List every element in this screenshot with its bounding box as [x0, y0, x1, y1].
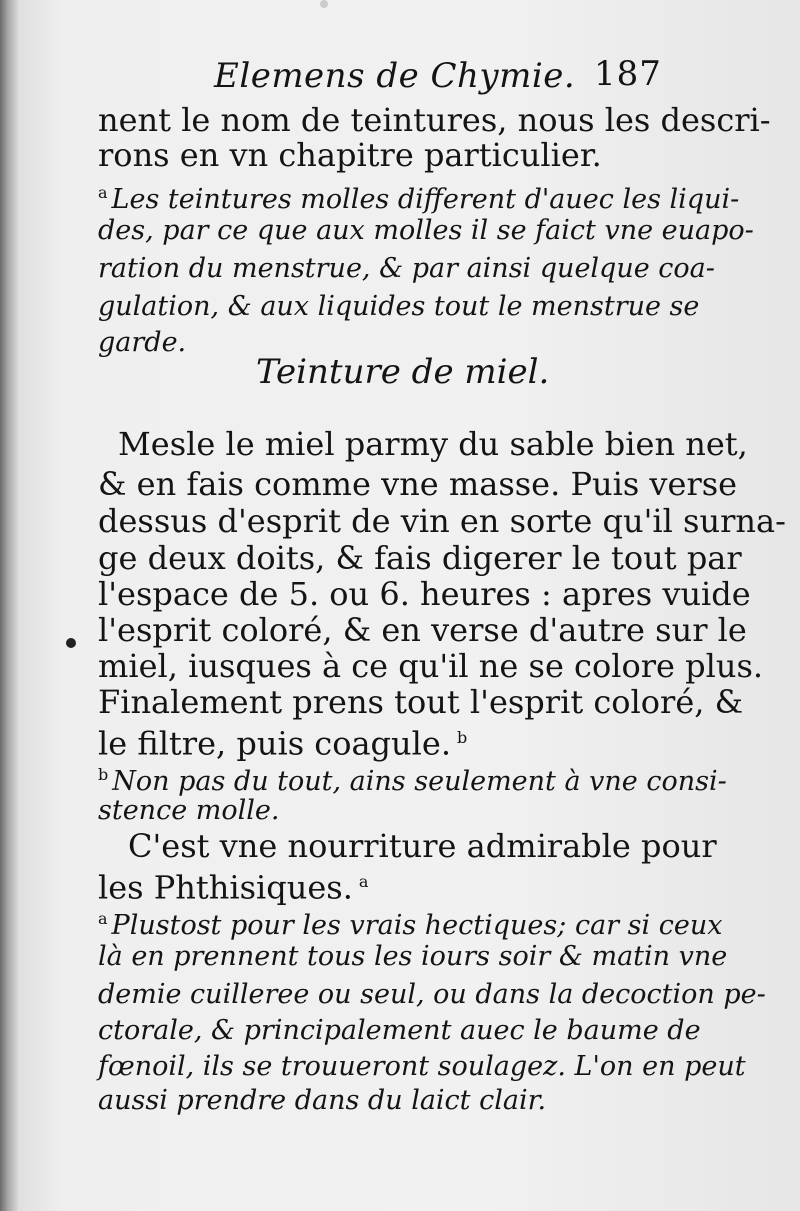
text-line: & en fais comme vne masse. Puis verse [98, 465, 738, 503]
ink-spot [66, 638, 76, 648]
note-marker: b [98, 765, 109, 784]
text-line: nent le nom de teintures, nous les descri- [98, 101, 771, 139]
note-line: demie cuilleree ou seul, ou dans la decoction pe- [98, 979, 766, 1010]
text-line: Mesle le miel parmy du sable bien net, [118, 425, 748, 463]
note-text: Plustost pour les vrais hectiques; car si ceux [111, 910, 723, 941]
note-line: fœnoil, ils se trouueront soulagez. L'on en peut [98, 1051, 746, 1082]
note-line: aussi prendre dans du laict clair. [98, 1085, 547, 1116]
text: les Phthisiques. [98, 868, 353, 907]
note-line: ration du menstrue, & par ainsi quelque coa- [98, 253, 715, 284]
page-number: 187 [594, 54, 662, 94]
text-line: C'est vne nourriture admirable pour [128, 827, 717, 865]
text: le filtre, puis coagule. [98, 724, 451, 763]
note-marker: a [98, 909, 108, 928]
running-header: Elemens de Chymie. [214, 56, 576, 96]
text-line: l'espace de 5. ou 6. heures : apres vuide [98, 575, 751, 613]
text-line: ge deux doits, & fais digerer le tout par [98, 539, 742, 577]
note-line: là en prennent tous les iours soir & matin vne [98, 941, 728, 972]
text-line: dessus d'esprit de vin en sorte qu'il surna- [98, 502, 786, 540]
note-line: stence molle. [98, 795, 280, 826]
ink-spot [320, 0, 328, 8]
note-reference: a [358, 872, 369, 891]
note-line [98, 758, 727, 799]
note-text: Les teintures molles different d'auec les liqui- [111, 184, 740, 215]
note-line: garde. [98, 327, 187, 358]
text-line: l'esprit coloré, & en verse d'autre sur le [98, 611, 747, 649]
text-line [98, 864, 654, 906]
text-line: miel, iusques à ce qu'il ne se colore plus. [98, 647, 764, 685]
text-line: Finalement prens tout l'esprit coloré, & [98, 683, 744, 721]
note-reference: b [456, 728, 468, 747]
note-text: Non pas du tout, ains seulement à vne consi- [112, 766, 727, 797]
section-heading: Teinture de miel. [256, 352, 550, 392]
note-line: ctorale, & principalement auec le baume de [98, 1015, 701, 1046]
page-binding-shadow [0, 0, 18, 1211]
text-line: rons en vn chapitre particulier. [98, 136, 602, 174]
note-marker: a [98, 183, 108, 202]
note-line [98, 902, 723, 943]
note-line [98, 176, 740, 217]
note-line: gulation, & aux liquides tout le menstrue se [98, 291, 700, 322]
text-line [98, 720, 654, 762]
note-line: des, par ce que aux molles il se faict vne euapo- [98, 215, 754, 246]
